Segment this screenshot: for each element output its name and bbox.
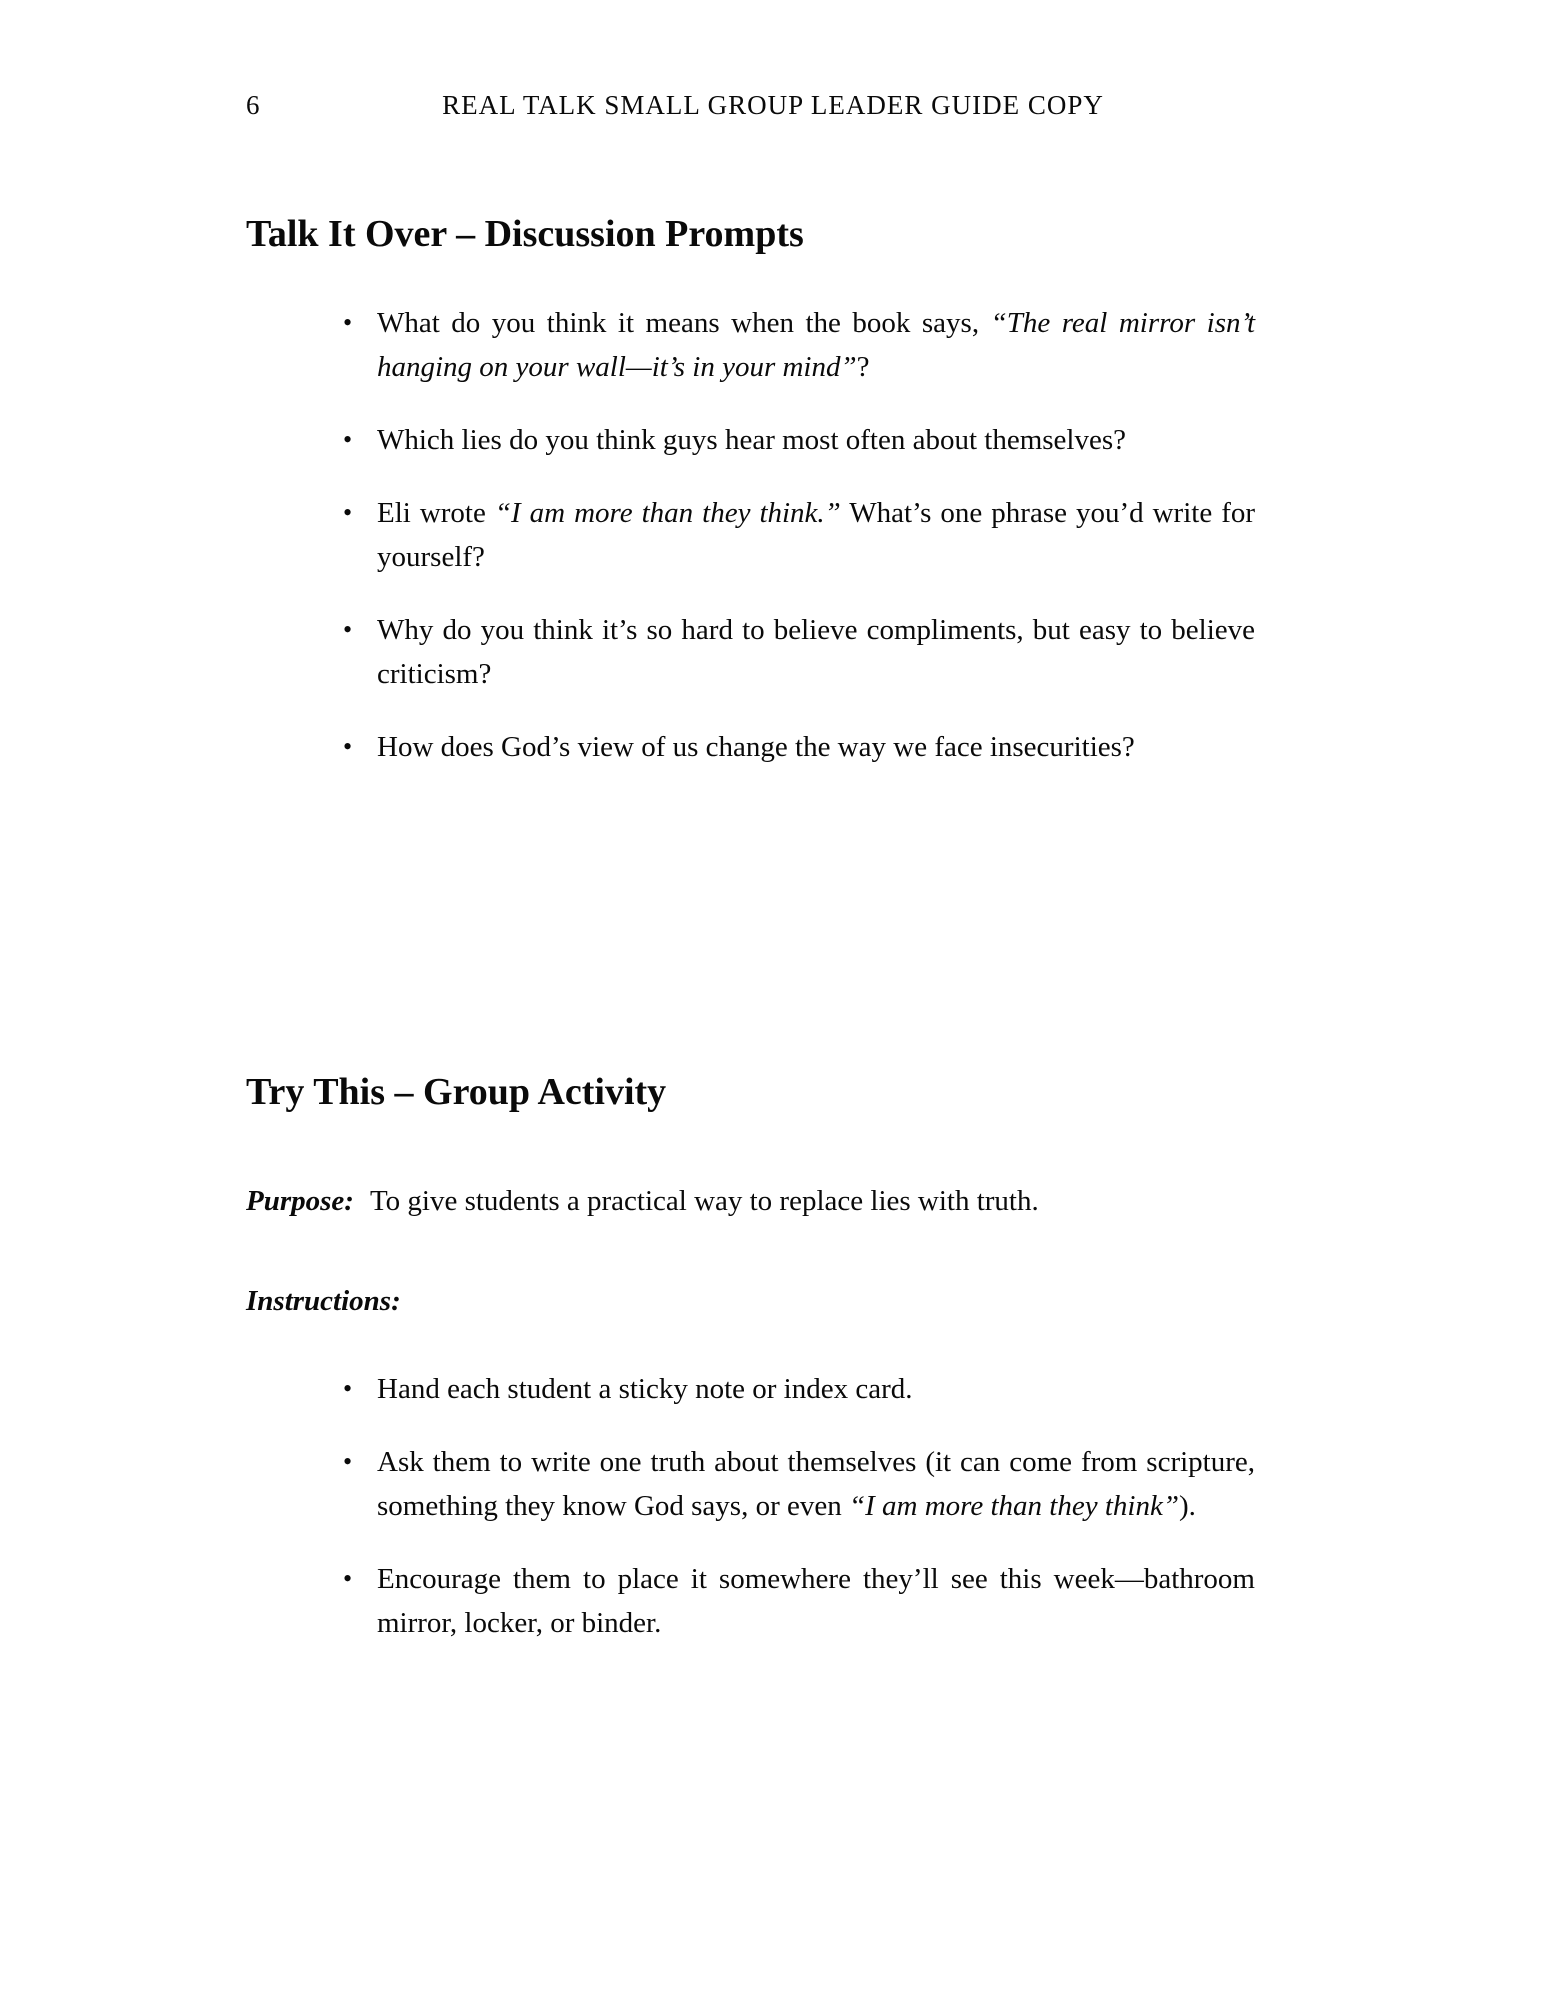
purpose-line	[246, 1179, 1300, 1223]
bullet-text: Why do you think it’s so hard to believe compliments, but easy to believe criticism?	[377, 614, 1255, 690]
page-number: 6	[246, 90, 260, 120]
heading-talk-it-over: Talk It Over – Discussion Prompts	[246, 213, 804, 255]
list-item	[246, 725, 1300, 769]
purpose-text: To give students a practical way to replace lies with truth.	[369, 1185, 1039, 1217]
running-header	[246, 83, 1300, 127]
text-run: Eli wrote	[377, 497, 495, 529]
text-run: What’s one phrase you’d write for yourself?	[377, 497, 1256, 573]
discussion-prompts-list	[246, 301, 1300, 769]
bullet-text: How does God’s view of us change the way we face insecurities?	[377, 731, 1135, 763]
bullet-text	[377, 301, 1255, 389]
bullet-text	[377, 491, 1255, 579]
quote-italic: “I am more than they think.”	[494, 497, 841, 529]
text-run: ).	[1178, 1490, 1196, 1522]
activity-instructions-list	[246, 1367, 1300, 1645]
list-item	[246, 301, 1300, 389]
bullet-icon: •	[343, 308, 353, 337]
text-run: ?	[856, 351, 870, 383]
bullet-icon: •	[343, 1374, 353, 1403]
bullet-text: Encourage them to place it somewhere they’ll see this week—bathroom mirror, locker, or binder.	[377, 1563, 1255, 1639]
list-item	[246, 418, 1300, 462]
bullet-icon: •	[343, 615, 353, 644]
bullet-icon: •	[343, 498, 353, 527]
bullet-icon: •	[343, 732, 353, 761]
instructions-label: Instructions:	[246, 1285, 401, 1317]
list-item	[246, 608, 1300, 696]
purpose-label: Purpose:	[246, 1185, 354, 1217]
list-item	[246, 1440, 1300, 1528]
bullet-icon: •	[343, 425, 353, 454]
quote-italic: “I am more than they think”	[849, 1490, 1179, 1522]
instructions-line	[246, 1279, 1300, 1323]
text-run: Ask them to write one truth about themselves (it can come from scripture, something they know God says, or even	[377, 1446, 1255, 1522]
bullet-text: Hand each student a sticky note or index card.	[377, 1373, 913, 1405]
list-item	[246, 491, 1300, 579]
list-item	[246, 1367, 1300, 1411]
list-item	[246, 1557, 1300, 1645]
bullet-icon: •	[343, 1564, 353, 1593]
text-run: What do you think it means when the book says,	[377, 307, 991, 339]
quote-italic: “The real mirror isn’t hanging on your wall—it’s in your mind”	[377, 307, 1255, 383]
bullet-icon: •	[343, 1447, 353, 1476]
heading-try-this: Try This – Group Activity	[246, 1071, 667, 1113]
bullet-text	[377, 1440, 1255, 1528]
running-header-title: REAL TALK SMALL GROUP LEADER GUIDE COPY	[442, 90, 1104, 120]
bullet-text: Which lies do you think guys hear most often about themselves?	[377, 424, 1127, 456]
